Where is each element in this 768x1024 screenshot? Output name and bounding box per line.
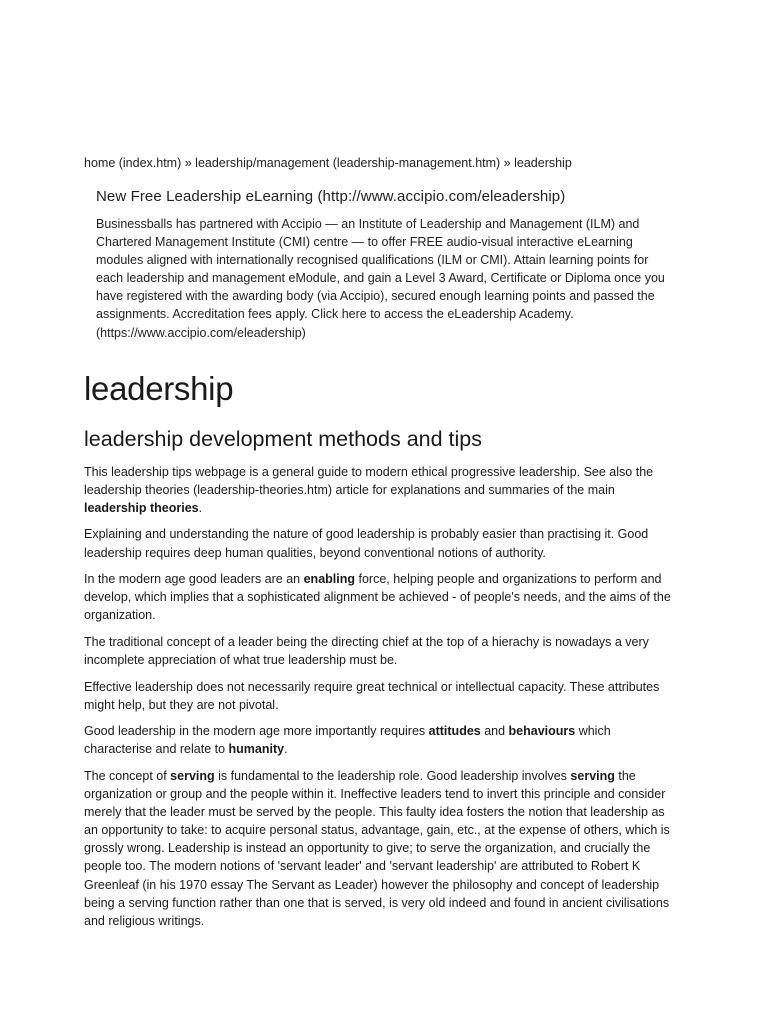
bold-term: attitudes (428, 724, 481, 739)
breadcrumb-home-link[interactable]: home (index.htm) (84, 156, 182, 170)
text: force, helping people and organizations to perform and develop, which implies that a sophisticated alignment be achieved - of people's needs, and the aims of the organization. (84, 572, 671, 623)
breadcrumb-management-link[interactable]: leadership/management (leadership-management.htm) (195, 156, 501, 170)
paragraph-enabling (84, 570, 680, 624)
text: . (284, 742, 288, 757)
bold-term: enabling (303, 572, 356, 587)
paragraph-traditional: The traditional concept of a leader being the directing chief at the top of a hierachy is nowadays a very incomplete appreciation of what true leadership must be. (84, 634, 649, 667)
text: Good leadership in the modern age more importantly requires (84, 724, 429, 739)
text: In the modern age good leaders are an (84, 572, 304, 587)
page-subtitle: leadership development methods and tips (84, 426, 483, 451)
text: which characterise and relate to (84, 724, 611, 757)
paragraph-capacity: Effective leadership does not necessarily require great technical or intellectual capacity. These attributes might help, but they are not pivotal. (84, 679, 660, 712)
text: The concept of (84, 768, 171, 783)
bold-term: serving (170, 768, 215, 783)
text: . (198, 500, 203, 515)
bold-term: humanity (228, 742, 285, 757)
paragraph-attitudes (84, 722, 680, 758)
breadcrumb-separator: » (181, 156, 196, 170)
text: is fundamental to the leadership role. Good leadership involves (214, 768, 571, 783)
text: the organization or group and the people within it. Ineffective leaders tend to invert this principle and consider merely that the leader must be served by the people. This faulty idea fosters the notion that leadership as an opportunity to take: to acquire personal status, advantage, gain, etc., at the expense of others, which is grossly wrong. Leadership is instead an opportunity to give; to serve the organization, and crucially the people too. The modern notions of 'servant leader' and 'servant leadership' are attributed to Robert K Greenleaf (in his 1970 essay The Servant as Leader) however the philosophy and concept of leadership being a serving function rather than one that is served, is very old indeed and found in ancient civilisations and religious writings. (84, 768, 670, 928)
bold-term: behaviours (508, 724, 576, 739)
breadcrumb (84, 155, 680, 171)
text: This leadership tips webpage is a general guide to modern ethical progressive leadership. See also the leadership theories (leadership-theories.htm) article for explanations and summaries of the main (84, 464, 654, 497)
promo-body: Businessballs has partnered with Accipio — an Institute of Leadership and Management (ILM) and Chartered Management Institute (CMI) centre — to offer FREE audio-visual interactive eLearning modules aligned with internationally recognised qualifications (ILM or CMI). Attain learning points for each leadership and management eModule, and gain a Level 3 Award, Certificate or Diploma once you have registered with the awarding body (via Accipio), secured enough learning points and passed the assignments. Accreditation fees apply. Click here to access the eLeadership Academy. (https://www.accipio.com/eleadership) (96, 217, 665, 340)
bold-term: leadership theories (84, 500, 199, 515)
paragraph-serving (84, 767, 680, 930)
paragraph-understanding: Explaining and understanding the nature of good leadership is probably easier than practising it. Good leadership requires deep human qualities, beyond conventional notions of authority. (84, 527, 649, 560)
page-title: leadership (84, 369, 234, 407)
text: and (480, 724, 509, 739)
elearning-promo (96, 187, 680, 342)
breadcrumb-current: leadership (514, 156, 572, 170)
breadcrumb-separator: » (500, 156, 515, 170)
paragraph-intro (84, 463, 680, 517)
bold-term: serving (570, 768, 615, 783)
promo-title[interactable]: New Free Leadership eLearning (http://www.accipio.com/eleadership) (96, 188, 566, 205)
